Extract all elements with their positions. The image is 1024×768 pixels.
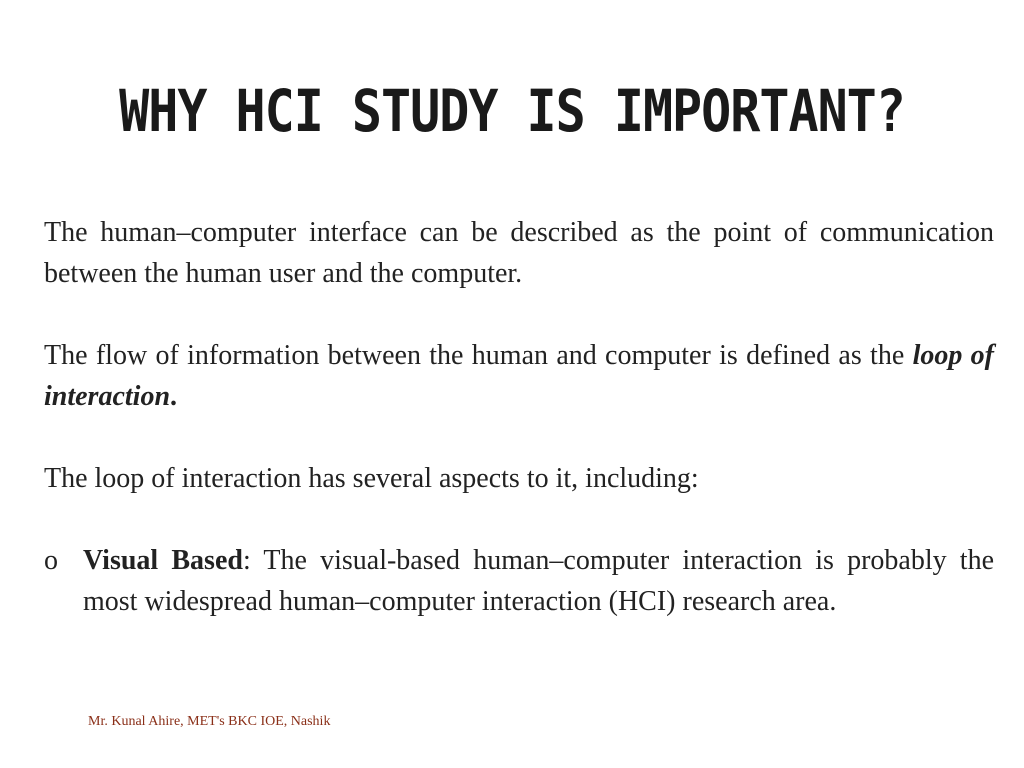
bullet-term: Visual Based	[83, 545, 243, 576]
paragraph-interface-definition: The human–computer interface can be described as the point of communication between the human user and the computer.	[44, 217, 994, 289]
slide-title: WHY HCI STUDY IS IMPORTANT?	[119, 78, 905, 145]
slide-footer: Mr. Kunal Ahire, MET's BKC IOE, Nashik	[88, 714, 331, 729]
paragraph-loop-aspects: The loop of interaction has several aspects to it, including:	[44, 463, 699, 494]
list-item	[44, 540, 994, 622]
paragraph-loop-prefix: The flow of information between the human and computer is defined as the	[44, 340, 913, 371]
aspects-list	[44, 540, 994, 622]
paragraph-loop-suffix: .	[170, 381, 178, 412]
bullet-text: : The visual-based human–computer interaction is probably the most widespread human–computer interaction (HCI) research area.	[83, 545, 994, 617]
loop-of-interaction-emphasis: loop of interaction	[44, 340, 995, 412]
slide-body	[44, 212, 994, 622]
paragraph-loop-definition	[44, 335, 994, 417]
hollow-circle-bullet-icon: o	[44, 545, 58, 576]
